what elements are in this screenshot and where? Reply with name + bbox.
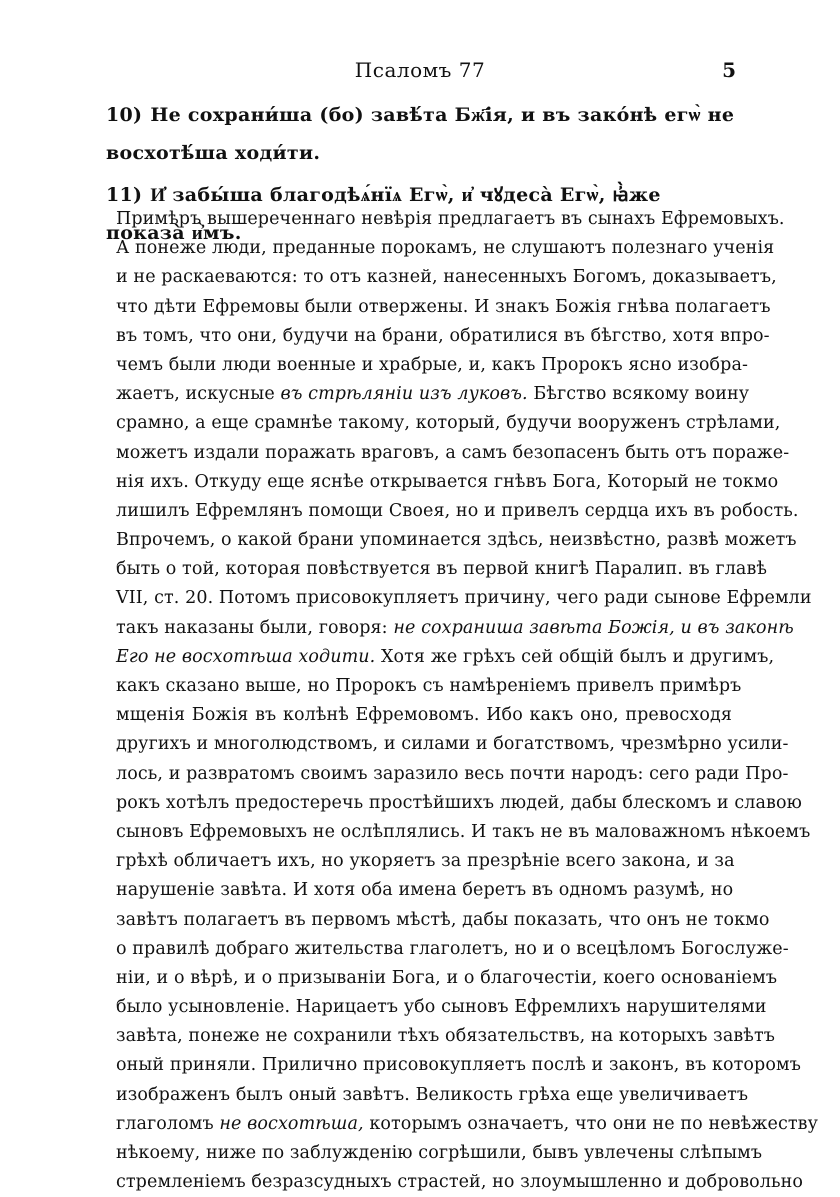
line-segment: лишилъ Ефремлянъ помощи Своея, но и привелъ сердца ихъ въ робость.	[116, 500, 799, 521]
line-segment: Бѣгство всякому воину	[527, 384, 750, 405]
commentary-text	[116, 205, 818, 1197]
page-header	[0, 58, 840, 84]
line-segment: VII, ст. 20. Потомъ присовокупляетъ причину, чего ради сынове Ефремли	[116, 588, 812, 609]
line-segment: грѣхѣ обличаетъ ихъ, но укоряетъ за презрѣніе всего закона, и за	[116, 851, 735, 872]
commentary-line	[116, 1110, 818, 1139]
line-segment: другихъ и многолюдствомъ, и силами и богатствомъ, чрезмѣрно усили-	[116, 734, 789, 755]
line-segment: завѣтъ полагаетъ въ первомъ мѣстѣ, дабы показать, что онъ не токмо	[116, 909, 770, 930]
line-segment: въ томъ, что они, будучи на брани, обратилися въ бѣгство, хотя впро-	[116, 325, 770, 346]
commentary-line	[116, 818, 811, 847]
line-segment: срамно, а еще срамнѣе такому, который, будучи вооруженъ стрѣлами,	[116, 413, 781, 434]
line-segment: и не раскаеваются: то отъ казней, нанесенныхъ Богомъ, доказываетъ,	[116, 267, 777, 288]
line-segment: завѣта, понеже не сохранили тѣхъ обязательствъ, на которыхъ завѣтъ	[116, 1026, 775, 1047]
commentary-line	[116, 526, 797, 555]
line-segment: мщенія Божія въ колѣнѣ Ефремовомъ. Ибо какъ оно, превосходя	[116, 705, 732, 726]
line-segment: было усыновленіе. Нарицаетъ убо сыновъ Ефремлихъ нарушителями	[116, 997, 767, 1018]
line-segment: нѣкоему, ниже по заблужденію согрѣшили, бывъ увлечены слѣпымъ	[116, 1143, 763, 1163]
line-segment: такъ наказаны были, говоря:	[116, 617, 394, 638]
line-segment: въ стрѣлянiи изъ луковъ.	[280, 384, 528, 405]
commentary-line	[116, 468, 779, 497]
line-segment: Хотя же грѣхъ сей общій былъ и другимъ,	[375, 646, 775, 667]
line-segment: оный приняли. Прилично присовокупляетъ послѣ и законъ, въ которомъ	[116, 1055, 801, 1076]
line-segment: нія ихъ. Откуду еще яснѣе открывается гнѣвъ Бога, Который не токмо	[116, 471, 779, 492]
commentary-line	[116, 205, 785, 234]
verse-text: И҆ забы́ша благодѣѧ́нїѧ Егѡ̀, и҆ чꙋдеса̀ Егѡ̀, ꙗ҆̀же показа̀ и҆̀мъ.	[106, 184, 661, 244]
line-segment: А понеже люди, преданные порокамъ, не слушаютъ полезнаго ученія	[116, 238, 775, 259]
verse-number: 11)	[106, 184, 143, 206]
verse-10	[106, 96, 736, 172]
commentary-line	[116, 293, 771, 322]
commentary-line	[116, 614, 794, 643]
commentary-line	[116, 993, 767, 1022]
line-segment: лось, и развратомъ своимъ заразило весь почти народъ: сего ради Про-	[116, 763, 789, 784]
commentary-line	[116, 234, 775, 263]
commentary-line	[116, 322, 770, 351]
line-segment: жаетъ, искусные	[116, 384, 281, 405]
verse-number: 10)	[106, 104, 143, 126]
line-segment: Его не восхотѣша ходити.	[116, 646, 376, 667]
commentary-line	[116, 1051, 801, 1080]
commentary-line	[116, 789, 802, 818]
line-segment: которымъ означаетъ, что они не по невѣжеству	[363, 1113, 818, 1134]
commentary-line	[116, 351, 748, 380]
line-segment: сыновъ Ефремовыхъ не ослѣплялись. И такъ не въ маловажномъ нѣкоемъ	[116, 821, 811, 842]
line-segment: быть о той, которая повѣствуется въ первой книгѣ Паралип. въ главѣ	[116, 559, 768, 580]
line-segment: какъ сказано выше, но Пророкъ съ намѣреніемъ привелъ примѣръ	[116, 676, 742, 696]
line-segment: о правилѣ добраго жительства глаголетъ, но и о всецѣломъ Богослуже-	[116, 938, 789, 959]
commentary-line	[116, 701, 732, 730]
commentary-line	[116, 876, 732, 905]
commentary-line	[116, 497, 799, 526]
commentary-line	[116, 906, 770, 935]
line-segment: рокъ хотѣлъ предостеречь простѣйшихъ людей, дабы блескомъ и славою	[116, 792, 802, 813]
line-segment: Впрочемъ, о какой брани упоминается здѣсь, неизвѣстно, развѣ можетъ	[116, 530, 797, 551]
commentary-line	[116, 643, 775, 672]
line-segment: изображенъ былъ оный завѣтъ. Великость грѣха еще увеличиваетъ	[116, 1084, 749, 1105]
line-segment: глаголомъ	[116, 1113, 220, 1134]
commentary-line	[116, 555, 768, 584]
commentary-line	[116, 760, 789, 789]
commentary-line	[116, 1022, 775, 1051]
commentary-line	[116, 730, 789, 759]
commentary-line	[116, 409, 781, 438]
commentary-line	[116, 584, 812, 613]
running-head: Псаломъ 77	[354, 58, 486, 82]
commentary-line	[116, 935, 789, 964]
commentary-line	[116, 847, 735, 876]
line-segment: Примѣръ вышереченнаго невѣрія предлагаетъ въ сынахъ Ефремовыхъ.	[116, 209, 785, 229]
line-segment: что дѣти Ефремовы были отвержены. И знакъ Божія гнѣва полагаетъ	[116, 296, 771, 317]
line-segment: ніи, и о вѣрѣ, и о призываніи Бога, и о благочестіи, коего основаніемъ	[116, 967, 778, 988]
commentary-line	[116, 1139, 763, 1168]
line-segment: не сохраниша завѣта Божія, и въ законѣ	[393, 617, 794, 638]
commentary-line	[116, 439, 790, 468]
line-segment: стремленіемъ безразсудныхъ страстей, но злоумышленно и добровольно	[116, 1172, 804, 1193]
line-segment: можетъ издали поражать враговъ, а самъ безопасенъ быть отъ пораже-	[116, 442, 790, 463]
line-segment: нарушеніе завѣта. И хотя оба имена беретъ въ одномъ разумѣ, но	[116, 880, 734, 901]
commentary-line	[116, 964, 778, 993]
verse-text: Не сохрани́ша (бо) завѣ́та Бж҃ія, и въ зако́нѣ егѡ̀ не восхотѣ́ша ходи́ти.	[106, 104, 735, 164]
commentary-line	[116, 380, 750, 409]
commentary-line	[116, 1081, 749, 1110]
line-segment: чемъ были люди военные и храбрые, и, какъ Пророкъ ясно изобра-	[116, 354, 748, 375]
commentary-line	[116, 1168, 804, 1197]
commentary-line	[116, 672, 742, 701]
commentary-line	[116, 263, 777, 292]
line-segment: не восхотѣша,	[219, 1113, 364, 1134]
page-number: 5	[722, 58, 736, 82]
